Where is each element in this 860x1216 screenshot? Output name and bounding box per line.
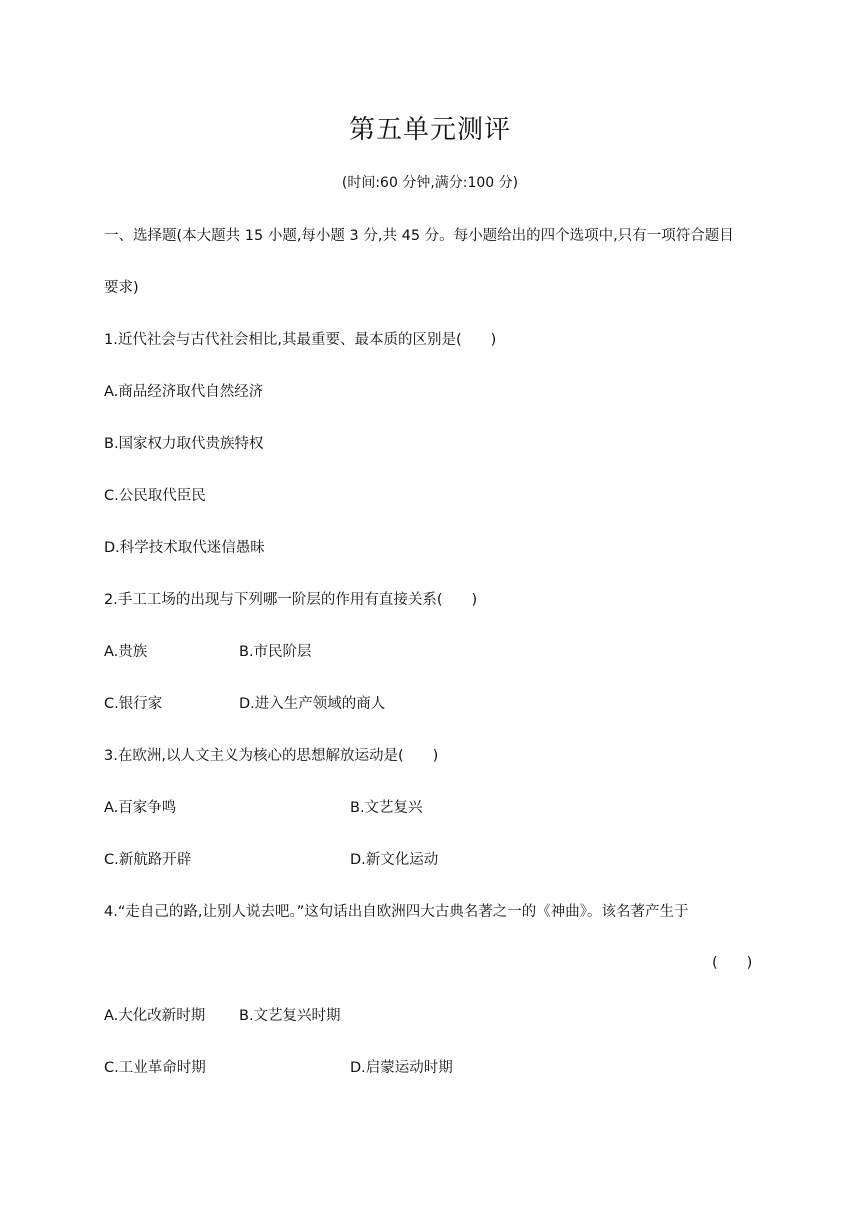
page-title: 第五单元测评	[348, 115, 511, 145]
question-1-stem: 1.近代社会与古代社会相比,其最重要、最本质的区别是( )	[104, 332, 497, 348]
exam-time-score: (时间:60 分钟,满分:100 分)	[341, 175, 519, 191]
question-2-option-b: B.市民阶层	[239, 644, 312, 660]
question-3-option-d: D.新文化运动	[350, 852, 439, 868]
question-3-option-b: B.文艺复兴	[350, 800, 423, 816]
question-3-stem: 3.在欧洲,以人文主义为核心的思想解放运动是( )	[104, 748, 439, 764]
question-4-option-d: D.启蒙运动时期	[350, 1060, 453, 1076]
question-1-option-d: D.科学技术取代迷信愚昧	[104, 540, 265, 556]
question-1-option-a: A.商品经济取代自然经济	[104, 384, 264, 400]
question-4-stem: 4.“走自己的路,让别人说去吧。”这句话出自欧洲四大古典名著之一的《神曲》。该名著产生于	[104, 904, 689, 920]
question-1-option-b: B.国家权力取代贵族特权	[104, 436, 264, 452]
section-heading-line-1: 一、选择题(本大题共 15 小题,每小题 3 分,共 45 分。每小题给出的四个选项中,只有一项符合题目	[104, 228, 734, 244]
question-2-option-a: A.贵族	[104, 644, 148, 660]
section-heading-line-2: 要求)	[104, 280, 139, 296]
question-1-option-c: C.公民取代臣民	[104, 488, 206, 504]
question-3-option-a: A.百家争鸣	[104, 800, 177, 816]
question-4-option-a: A.大化改新时期	[104, 1008, 206, 1024]
question-2-option-c: C.银行家	[104, 696, 163, 712]
question-4-option-c: C.工业革命时期	[104, 1060, 206, 1076]
question-2-stem: 2.手工工场的出现与下列哪一阶层的作用有直接关系( )	[104, 592, 478, 608]
question-4-option-b: B.文艺复兴时期	[239, 1008, 341, 1024]
question-3-option-c: C.新航路开辟	[104, 852, 192, 868]
question-4-answer-paren: ( )	[712, 955, 753, 971]
question-2-option-d: D.进入生产领域的商人	[239, 696, 386, 712]
